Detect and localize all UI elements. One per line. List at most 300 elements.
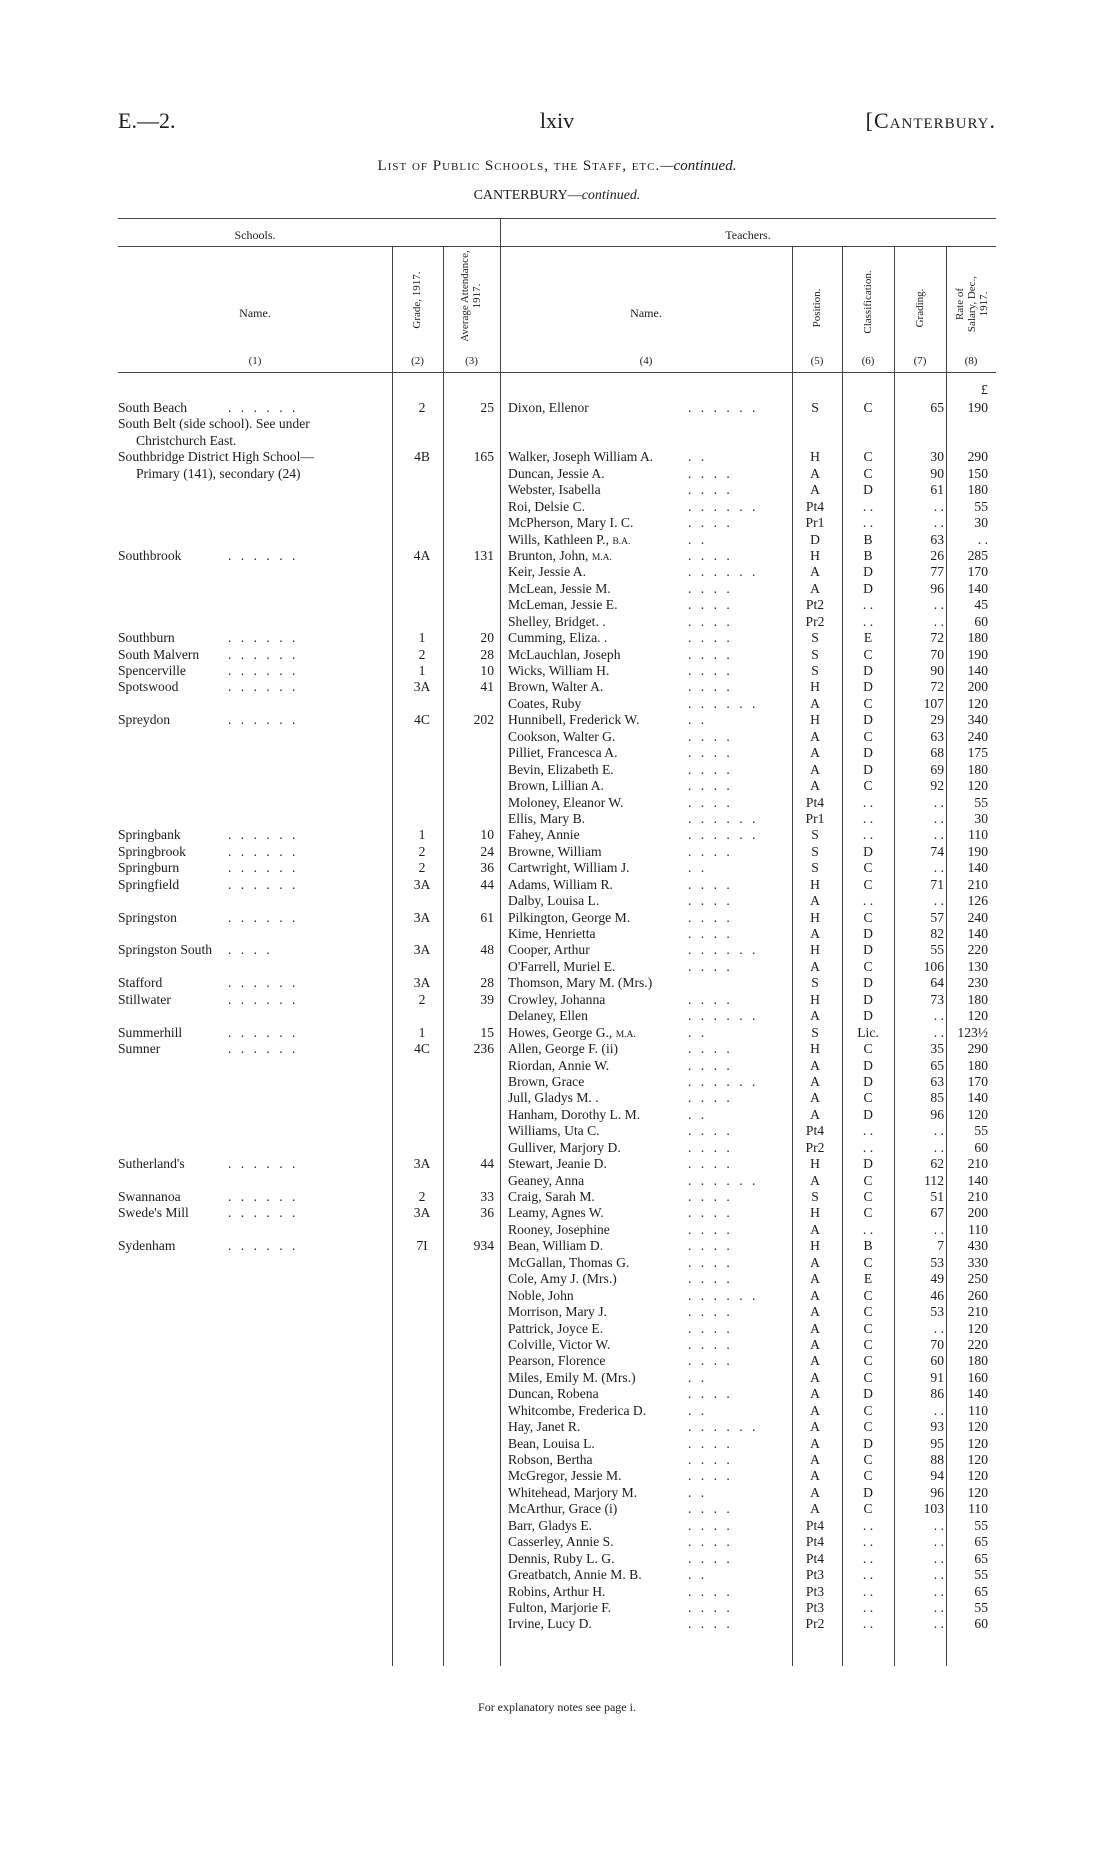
teacher-leader-dots: . . . .: [688, 1238, 733, 1254]
teacher-salary: 190: [967, 843, 988, 859]
teacher-salary: . .: [977, 531, 988, 547]
teacher-position: A: [810, 1484, 820, 1500]
teacher-leader-dots: . . . .: [688, 1599, 733, 1615]
table-row: [0, 1123, 1114, 1139]
teacher-name: Shelley, Bridget. .: [508, 613, 606, 629]
teacher-salary: 120: [967, 1419, 988, 1435]
teacher-salary: 170: [967, 564, 988, 580]
teacher-grading: . .: [933, 1402, 944, 1418]
teacher-position: A: [810, 1073, 820, 1089]
col-num-8: (8): [964, 355, 978, 367]
col-num-4: (4): [639, 355, 653, 367]
table-row: [0, 1222, 1114, 1238]
teacher-name: Allen, George F. (ii): [508, 1041, 619, 1057]
school-leader-dots: . . . .: [228, 942, 273, 958]
teacher-position: A: [810, 1304, 820, 1320]
school-grade: 3A: [413, 942, 431, 958]
teacher-leader-dots: . . . .: [688, 1041, 733, 1057]
teacher-position: D: [810, 531, 820, 547]
table-row: [0, 433, 1114, 449]
teacher-position: S: [811, 827, 819, 843]
teacher-grading: 64: [930, 975, 944, 991]
table-row: [0, 1419, 1114, 1435]
teacher-classification: D: [863, 679, 873, 695]
school-name: Christchurch East.: [136, 432, 237, 448]
teacher-salary: 180: [967, 761, 988, 777]
teacher-salary: 120: [967, 1452, 988, 1467]
teacher-position: Pt4: [805, 1534, 825, 1550]
col-num-6: (6): [861, 355, 875, 367]
teacher-leader-dots: . .: [688, 1567, 708, 1583]
teacher-name: Kime, Henrietta: [508, 926, 596, 941]
teacher-position: A: [810, 1320, 820, 1336]
school-leader-dots: . . . . . .: [228, 1238, 299, 1254]
teacher-grading: . .: [933, 1123, 944, 1139]
teacher-salary: 170: [967, 1073, 988, 1089]
teacher-classification: C: [863, 1419, 873, 1435]
teacher-salary: 190: [967, 646, 988, 662]
table-row: [0, 449, 1114, 465]
teacher-classification: D: [863, 942, 873, 958]
table-row: [0, 942, 1114, 958]
teacher-salary: 210: [967, 1156, 988, 1172]
teacher-position: H: [810, 449, 820, 465]
teacher-salary: 180: [967, 482, 988, 498]
teacher-name: Keir, Jessie A.: [508, 564, 586, 580]
teacher-degree: B.A.: [612, 536, 631, 547]
teacher-classification: . .: [862, 1221, 874, 1237]
teacher-classification: D: [863, 975, 873, 991]
teacher-grading: 61: [930, 482, 944, 498]
teacher-grading: 91: [930, 1369, 944, 1385]
teacher-leader-dots: . . . . . .: [688, 1008, 759, 1024]
teacher-classification: . .: [862, 1550, 874, 1566]
table-row: [0, 416, 1114, 432]
teacher-leader-dots: . . . .: [688, 893, 733, 909]
teacher-leader-dots: . . . .: [688, 1221, 733, 1237]
school-name: South Belt (side school). See under: [118, 416, 310, 432]
teacher-salary: 180: [967, 1353, 988, 1369]
teacher-leader-dots: . . . .: [688, 1550, 733, 1566]
teacher-leader-dots: . . . .: [688, 1205, 733, 1221]
teacher-leader-dots: . . . .: [688, 613, 733, 629]
teacher-salary: 220: [967, 942, 988, 958]
teacher-name: Cumming, Eliza. .: [508, 630, 608, 646]
teacher-salary: 110: [968, 1402, 988, 1418]
teacher-name: McGregor, Jessie M.: [508, 1468, 622, 1484]
teacher-grading: 94: [930, 1468, 944, 1484]
teacher-classification: D: [863, 1484, 873, 1500]
teacher-grading: 71: [930, 876, 944, 892]
teacher-salary: 260: [967, 1287, 988, 1303]
teacher-grading: 29: [930, 712, 944, 728]
teacher-salary: 180: [967, 1057, 988, 1073]
school-grade: 3A: [413, 909, 431, 925]
teacher-leader-dots: . . . . . .: [688, 695, 759, 711]
teacher-grading: . .: [933, 1024, 944, 1040]
school-name: Southbridge District High School—: [118, 449, 314, 465]
teacher-position: A: [810, 1106, 820, 1122]
teacher-position: H: [810, 679, 820, 695]
teacher-name: Delaney, Ellen: [508, 1008, 588, 1024]
teacher-position: A: [810, 1501, 820, 1517]
school-grade: 4B: [414, 449, 430, 465]
school-grade: 2: [418, 843, 426, 859]
teacher-classification: C: [863, 1336, 873, 1352]
table-row: [0, 1501, 1114, 1517]
teacher-leader-dots: . . . .: [688, 761, 733, 777]
teacher-leader-dots: . . . .: [688, 794, 733, 810]
teacher-name: Bean, William D.: [508, 1238, 604, 1254]
school-leader-dots: . . . . . .: [228, 876, 299, 892]
teacher-grading: 90: [930, 465, 944, 481]
table-row: [0, 1041, 1114, 1057]
teacher-classification: C: [863, 1205, 873, 1221]
teacher-salary: 160: [967, 1369, 988, 1385]
teacher-position: S: [811, 630, 819, 646]
teacher-grading: 60: [930, 1353, 944, 1369]
table-row: [0, 877, 1114, 893]
classification-header: Classification.: [861, 270, 874, 334]
teacher-name: Hanham, Dorothy L. M.: [508, 1106, 641, 1122]
page-region: [Canterbury.: [865, 108, 996, 133]
teacher-classification: . .: [862, 1534, 874, 1550]
school-name: Springbank: [118, 827, 181, 843]
teacher-salary: 140: [967, 580, 988, 596]
school-attendance: 36: [480, 1205, 494, 1221]
teacher-salary: 45: [974, 597, 988, 613]
teacher-classification: . .: [862, 893, 874, 909]
teachers-group-rule: [500, 246, 996, 247]
school-name: Spreydon: [118, 712, 171, 728]
school-attendance: 24: [480, 843, 494, 859]
teacher-name: Pearson, Florence: [508, 1353, 606, 1369]
teacher-classification: B: [863, 531, 873, 547]
school-attendance: 10: [480, 827, 494, 843]
school-attendance: 165: [473, 449, 494, 465]
salary-header: Rate of Salary, Dec., 1917.: [953, 275, 991, 333]
teacher-salary: 180: [967, 991, 988, 1007]
table-row: [0, 499, 1114, 515]
teacher-salary: 30: [974, 515, 988, 531]
table-row: [0, 1485, 1114, 1501]
teacher-classification: C: [863, 860, 873, 876]
table-row: [0, 762, 1114, 778]
teacher-name: Brown, Walter A.: [508, 679, 604, 695]
table-row: [0, 630, 1114, 646]
table-row: [0, 614, 1114, 630]
position-header: Position.: [810, 288, 823, 328]
school-grade: 3A: [413, 1156, 431, 1172]
school-grade: 2: [418, 646, 426, 662]
teacher-position: A: [810, 1008, 820, 1024]
school-name: Stafford: [118, 975, 163, 991]
teacher-name: Cooper, Arthur: [508, 942, 590, 958]
teacher-position: A: [810, 1452, 820, 1467]
table-row: [0, 1288, 1114, 1304]
teacher-position: H: [810, 547, 820, 563]
teacher-salary: 123½: [957, 1024, 988, 1040]
teacher-classification: . .: [862, 515, 874, 531]
table-row: [0, 1140, 1114, 1156]
teacher-grading: . .: [933, 1517, 944, 1533]
table-row: [0, 647, 1114, 663]
teacher-classification: . .: [862, 1123, 874, 1139]
teacher-salary: 200: [967, 679, 988, 695]
teacher-classification: D: [863, 926, 873, 941]
teacher-name: Robson, Bertha: [508, 1452, 593, 1467]
teacher-salary: 210: [967, 876, 988, 892]
teacher-salary: 240: [967, 728, 988, 744]
page-number: lxiv: [539, 108, 575, 133]
teacher-position: A: [810, 1287, 820, 1303]
teacher-salary: 55: [974, 1517, 988, 1533]
table-row: [0, 959, 1114, 975]
teacher-grading: 7: [937, 1238, 944, 1254]
teacher-name: McArthur, Grace (i): [508, 1501, 618, 1517]
teacher-name: Stewart, Jeanie D.: [508, 1156, 607, 1172]
teacher-salary: 60: [974, 1139, 988, 1155]
teacher-leader-dots: . . . .: [688, 1501, 733, 1517]
school-grade: 2: [418, 1189, 426, 1204]
teacher-salary: 340: [967, 712, 988, 728]
teacher-position: A: [810, 1221, 820, 1237]
teacher-leader-dots: . . . . . .: [688, 564, 759, 580]
teacher-classification: C: [863, 1090, 873, 1106]
teacher-grading: 74: [930, 843, 944, 859]
grading-header: Grading.: [913, 288, 926, 328]
teacher-name: Brown, Lillian A.: [508, 778, 604, 794]
teacher-grading: 107: [923, 695, 944, 711]
teacher-salary: 65: [974, 1534, 988, 1550]
teacher-name: Casserley, Annie S.: [508, 1534, 614, 1550]
teacher-position: Pt4: [805, 498, 825, 514]
teacher-position: H: [810, 1238, 820, 1254]
teacher-salary: 140: [967, 1090, 988, 1106]
teacher-classification: C: [863, 1254, 873, 1270]
teacher-salary: 60: [974, 1616, 988, 1632]
teacher-position: Pr1: [805, 515, 825, 531]
teacher-position: Pr2: [805, 1616, 825, 1632]
teacher-name: Duncan, Robena: [508, 1386, 599, 1402]
teacher-name: Coates, Ruby: [508, 695, 582, 711]
col-num-3: (3): [465, 355, 478, 367]
teacher-leader-dots: . . . .: [688, 1156, 733, 1172]
teacher-classification: C: [863, 778, 873, 794]
teacher-salary: 200: [967, 1205, 988, 1221]
teacher-position: H: [810, 909, 820, 925]
table-row: [0, 548, 1114, 564]
teacher-name: Hunnibell, Frederick W.: [508, 712, 640, 728]
school-name: Spencerville: [118, 663, 186, 678]
school-leader-dots: . . . . . .: [228, 991, 299, 1007]
teacher-grading: 62: [930, 1156, 944, 1172]
school-grade: 3A: [413, 679, 431, 695]
teacher-leader-dots: . . . . . .: [688, 1073, 759, 1089]
teacher-name: Ellis, Mary B.: [508, 810, 586, 826]
teacher-name: Browne, William: [508, 843, 602, 859]
table-row: [0, 400, 1114, 416]
teacher-leader-dots: . . . .: [688, 1616, 733, 1632]
table-row: [0, 1370, 1114, 1386]
teacher-grading: . .: [933, 893, 944, 909]
teacher-position: Pt4: [805, 1123, 825, 1139]
teacher-grading: 88: [930, 1452, 944, 1467]
school-leader-dots: . . . . . .: [228, 827, 299, 843]
teacher-leader-dots: . . . .: [688, 1189, 733, 1204]
teacher-name: Williams, Uta C.: [508, 1123, 600, 1139]
teacher-name: Colville, Victor W.: [508, 1336, 611, 1352]
teacher-classification: . .: [862, 498, 874, 514]
school-name: Sydenham: [118, 1238, 176, 1254]
teacher-salary: 250: [967, 1271, 988, 1287]
teacher-name: Wicks, William H.: [508, 663, 610, 678]
footer-note: For explanatory notes see page i.: [478, 1700, 636, 1714]
teacher-grading: 72: [930, 630, 944, 646]
school-name: Sutherland's: [118, 1156, 185, 1172]
teacher-grading: 46: [930, 1287, 944, 1303]
table-row: [0, 975, 1114, 991]
teacher-leader-dots: . . . .: [688, 991, 733, 1007]
table-row: [0, 1304, 1114, 1320]
teacher-position: S: [811, 975, 819, 991]
teacher-leader-dots: . . . .: [688, 745, 733, 761]
table-row: [0, 1058, 1114, 1074]
teacher-classification: D: [863, 745, 873, 761]
teacher-classification: Lic.: [857, 1024, 879, 1040]
table-row: [0, 1337, 1114, 1353]
col-num-5: (5): [810, 355, 824, 367]
school-attendance: 36: [480, 860, 494, 876]
table-row: [0, 1321, 1114, 1337]
teacher-name: Crowley, Johanna: [508, 991, 606, 1007]
teacher-grading: . .: [933, 1616, 944, 1632]
teacher-salary: 140: [967, 1386, 988, 1402]
teacher-leader-dots: . . . .: [688, 876, 733, 892]
school-grade: 3A: [413, 975, 431, 991]
teacher-leader-dots: . . . .: [688, 1057, 733, 1073]
teacher-name: McLean, Jessie M.: [508, 580, 611, 596]
teacher-salary: 110: [968, 827, 988, 843]
school-name: Springfield: [118, 876, 180, 892]
currency-symbol: £: [981, 383, 988, 398]
teacher-position: H: [810, 876, 820, 892]
teacher-classification: . .: [862, 794, 874, 810]
teacher-position: A: [810, 926, 820, 941]
table-row: [0, 1255, 1114, 1271]
teacher-name: Cole, Amy J. (Mrs.): [508, 1271, 617, 1287]
teacher-classification: C: [863, 646, 873, 662]
teacher-position: S: [811, 860, 819, 876]
teacher-grading: 63: [930, 1073, 944, 1089]
teacher-position: A: [810, 728, 820, 744]
teacher-position: H: [810, 942, 820, 958]
teacher-name: Pilkington, George M.: [508, 909, 631, 925]
teacher-position: H: [810, 1205, 820, 1221]
table-row: [0, 1518, 1114, 1534]
title-suffix: —continued.: [660, 158, 737, 174]
table-row: [0, 729, 1114, 745]
school-leader-dots: . . . . . .: [228, 1024, 299, 1040]
teacher-salary: 290: [967, 1041, 988, 1057]
table-row: [0, 696, 1114, 712]
teacher-classification: C: [863, 909, 873, 925]
teacher-salary: 330: [967, 1254, 988, 1270]
teacher-name: Rooney, Josephine: [508, 1221, 610, 1237]
table-row: [0, 926, 1114, 942]
teacher-name: Leamy, Agnes W.: [508, 1205, 604, 1221]
teacher-grading: 70: [930, 1336, 944, 1352]
teacher-name: Walker, Joseph William A.: [508, 449, 654, 465]
teacher-leader-dots: . . . .: [688, 580, 733, 596]
teacher-salary: 120: [967, 1484, 988, 1500]
teacher-salary: 230: [967, 975, 988, 991]
school-attendance: 44: [480, 876, 494, 892]
title-text: List of Public Schools, the Staff, etc.: [377, 158, 661, 174]
teacher-position: A: [810, 1336, 820, 1352]
teacher-leader-dots: . . . .: [688, 1452, 733, 1467]
teacher-grading: . .: [933, 498, 944, 514]
table-row: [0, 663, 1114, 679]
school-leader-dots: . . . . . .: [228, 1205, 299, 1221]
school-attendance: 61: [480, 909, 494, 925]
teacher-salary: 190: [967, 400, 988, 415]
table-row: [0, 466, 1114, 482]
teacher-leader-dots: . . . .: [688, 1139, 733, 1155]
school-name: Swannanoa: [118, 1189, 181, 1204]
school-name: Swede's Mill: [118, 1205, 189, 1221]
school-name: Springburn: [118, 860, 180, 876]
teacher-salary: 120: [967, 1320, 988, 1336]
teacher-grading: . .: [933, 1567, 944, 1583]
teacher-grading: . .: [933, 827, 944, 843]
teacher-position: A: [810, 465, 820, 481]
teacher-classification: D: [863, 1073, 873, 1089]
teacher-salary: 175: [967, 745, 988, 761]
school-grade: 1: [418, 630, 426, 646]
table-row: [0, 1238, 1114, 1254]
teacher-grading: 73: [930, 991, 944, 1007]
teacher-leader-dots: . .: [688, 1484, 708, 1500]
teacher-position: A: [810, 761, 820, 777]
teacher-name: Pattrick, Joyce E.: [508, 1320, 604, 1336]
table-row: [0, 1090, 1114, 1106]
school-name: Springbrook: [118, 843, 186, 859]
col-num-2: (2): [411, 355, 424, 367]
teacher-grading: 68: [930, 745, 944, 761]
teacher-grading: . .: [933, 1221, 944, 1237]
teacher-position: A: [810, 745, 820, 761]
teacher-classification: C: [863, 1287, 873, 1303]
school-attendance: 25: [480, 400, 494, 415]
school-attendance: 48: [480, 942, 494, 958]
teacher-classification: C: [863, 1304, 873, 1320]
teacher-position: H: [810, 991, 820, 1007]
teacher-name: Riordan, Annie W.: [508, 1057, 610, 1073]
table-row: [0, 1008, 1114, 1024]
teacher-classification: . .: [862, 827, 874, 843]
table-row: [0, 1189, 1114, 1205]
teacher-classification: C: [863, 1320, 873, 1336]
col-num-1: (1): [248, 355, 262, 367]
teacher-salary: 126: [967, 893, 988, 909]
teacher-grading: . .: [933, 1534, 944, 1550]
teacher-classification: D: [863, 761, 873, 777]
teacher-classification: D: [863, 712, 873, 728]
table-row: [0, 860, 1114, 876]
teacher-position: A: [810, 958, 820, 974]
teacher-leader-dots: . . . .: [688, 1534, 733, 1550]
